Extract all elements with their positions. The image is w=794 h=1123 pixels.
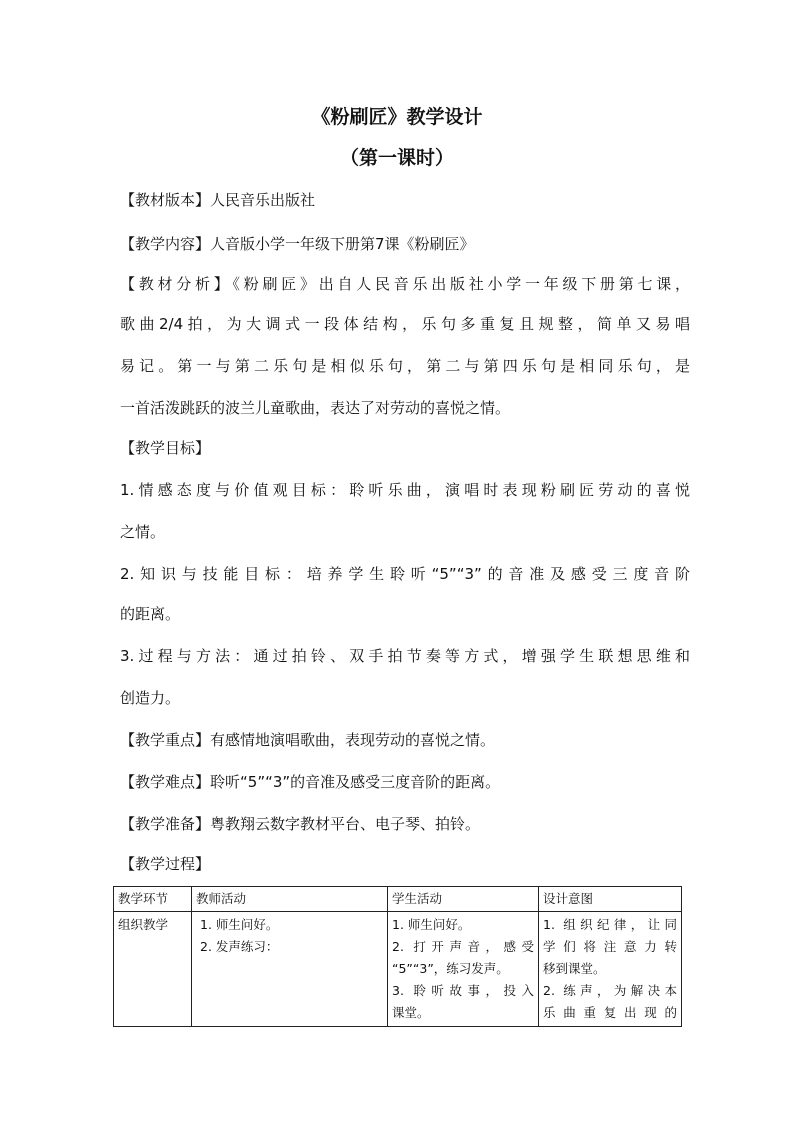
student-activity-item: 3. 聆听故事，投入 bbox=[392, 983, 534, 998]
design-purpose-item: 学们将注意力转 bbox=[543, 939, 677, 954]
design-purpose-item: 乐曲重复出现的 bbox=[543, 1005, 677, 1020]
process-heading: 【教学过程】 bbox=[120, 855, 211, 873]
column-header-stage: 教学环节 bbox=[114, 887, 192, 912]
edition-line: 【教材版本】人民音乐出版社 bbox=[120, 191, 316, 209]
table-row bbox=[114, 912, 682, 1027]
teaching-process-table bbox=[113, 886, 682, 1027]
analysis-line: 歌曲2/4拍，为大调式一段体结构，乐句多重复且规整，简单又易唱 bbox=[120, 315, 690, 333]
goal-line: 2.知识与技能目标：培养学生聆听“5”“3”的音准及感受三度音阶 bbox=[120, 565, 690, 583]
preparation-line: 【教学准备】粤教翔云数字教材平台、电子琴、拍铃。 bbox=[120, 815, 481, 833]
teacher-activity-item: 2. 发声练习： bbox=[200, 939, 279, 954]
goal-line: 3.过程与方法：通过拍铃、双手拍节奏等方式，增强学生联想思维和 bbox=[120, 647, 690, 665]
analysis-line: 一首活泼跳跃的波兰儿童歌曲，表达了对劳动的喜悦之情。 bbox=[120, 399, 511, 417]
student-activity-item: “5”“3”，练习发声。 bbox=[392, 961, 509, 976]
student-activity-item: 课堂。 bbox=[392, 1005, 430, 1020]
design-purpose-cell bbox=[539, 912, 682, 1027]
goal-line: 创造力。 bbox=[120, 689, 181, 707]
key-point-line: 【教学重点】有感情地演唱歌曲，表现劳动的喜悦之情。 bbox=[120, 731, 496, 749]
design-purpose-item: 1. 组织纪律，让同 bbox=[543, 917, 677, 932]
teacher-activity-cell bbox=[192, 912, 388, 1027]
goal-line: 之情。 bbox=[120, 523, 166, 541]
design-purpose-item: 2. 练声，为解决本 bbox=[543, 983, 677, 998]
goal-line: 的距离。 bbox=[120, 605, 181, 623]
stage-cell: 组织教学 bbox=[114, 912, 192, 1027]
table-header-row bbox=[114, 887, 682, 912]
teacher-activity-item: 1. 师生问好。 bbox=[200, 917, 279, 932]
goal-line: 1.情感态度与价值观目标：聆听乐曲，演唱时表现粉刷匠劳动的喜悦 bbox=[120, 481, 690, 499]
analysis-line: 易记。第一与第二乐句是相似乐句，第二与第四乐句是相同乐句，是 bbox=[120, 357, 690, 375]
student-activity-item: 1. 师生问好。 bbox=[392, 917, 471, 932]
column-header-student: 学生活动 bbox=[388, 887, 539, 912]
analysis-line: 【教材分析】《粉刷匠》出自人民音乐出版社小学一年级下册第七课， bbox=[120, 275, 690, 293]
difficulty-line: 【教学难点】聆听“5”“3”的音准及感受三度音阶的距离。 bbox=[120, 773, 501, 791]
document-subtitle: （第一课时） bbox=[339, 147, 454, 169]
column-header-teacher: 教师活动 bbox=[192, 887, 388, 912]
content-line: 【教学内容】人音版小学一年级下册第7课《粉刷匠》 bbox=[120, 235, 475, 253]
student-activity-cell bbox=[388, 912, 539, 1027]
student-activity-item: 2. 打开声音，感受 bbox=[392, 939, 534, 954]
goals-heading: 【教学目标】 bbox=[120, 439, 211, 457]
design-purpose-item: 移到课堂。 bbox=[543, 961, 606, 976]
column-header-purpose: 设计意图 bbox=[539, 887, 682, 912]
document-title: 《粉刷匠》教学设计 bbox=[311, 106, 483, 128]
